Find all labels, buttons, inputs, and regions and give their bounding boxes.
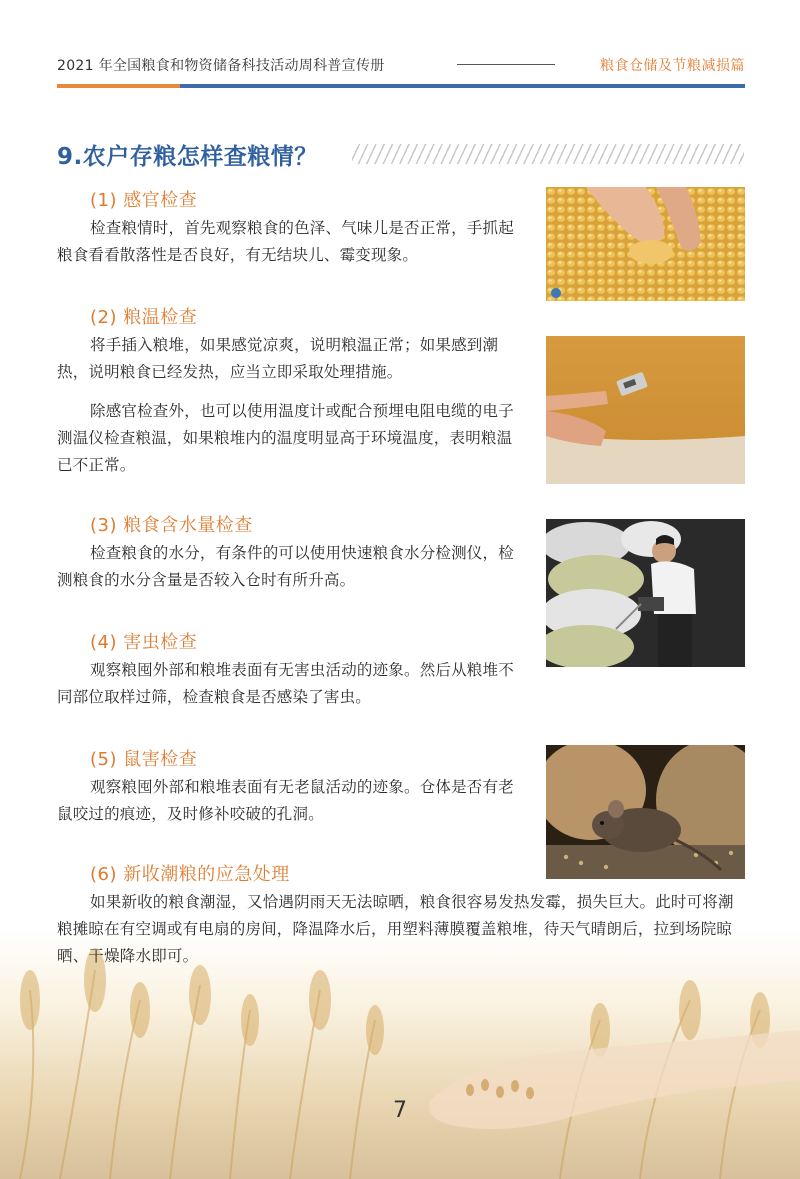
- section-heading: (6) 新收潮粮的应急处理: [90, 864, 290, 885]
- section-heading: (1) 感官检查: [90, 190, 198, 211]
- section-paragraph: 检查粮情时，首先观察粮食的色泽、气味儿是否正常，手抓起粮食看看散落性是否良好，有无结块儿、霉变现象。: [57, 219, 514, 264]
- page-number: 7: [393, 1098, 407, 1123]
- header-bar-orange: [57, 84, 180, 88]
- section-paragraph: 如果新收的粮食潮湿，又恰遇阴雨天无法晾晒，粮食很容易发热发霉，损失巨大。此时可将潮粮摊晾在有空调或有电扇的房间，降温降水后，用塑料薄膜覆盖粮堆，待天气晴朗后，拉到场院晾晒、干燥降水即可。: [57, 893, 734, 965]
- mouse-photo: [546, 745, 745, 879]
- section-paragraph: 将手插入粮堆，如果感觉凉爽，说明粮温正常；如果感到潮热，说明粮食已经发热，应当立即采取处理措施。: [57, 336, 499, 381]
- header-divider: [457, 64, 555, 65]
- grain-thermometer-photo: [546, 336, 745, 484]
- page-title: 9.农户存粮怎样查粮情？: [57, 144, 318, 170]
- section-heading: (5) 鼠害检查: [90, 749, 198, 770]
- header-title: 2021 年全国粮食和物资储备科技活动周科普宣传册: [57, 58, 385, 74]
- section-heading: (3) 粮食含水量检查: [90, 515, 253, 536]
- header-bar-blue: [180, 84, 745, 88]
- moisture-meter-photo: [546, 519, 745, 667]
- section-heading: (2) 粮温检查: [90, 307, 198, 328]
- title-decoration: [352, 144, 744, 164]
- section-paragraph: 观察粮囤外部和粮堆表面有无老鼠活动的迹象。仓体是否有老鼠咬过的痕迹，及时修补咬破的孔洞。: [57, 778, 514, 823]
- section-paragraph: 观察粮囤外部和粮堆表面有无害虫活动的迹象。然后从粮堆不同部位取样过筛，检查粮食是否感染了害虫。: [57, 661, 514, 706]
- section-paragraph: 检查粮食的水分，有条件的可以使用快速粮食水分检测仪，检测粮食的水分含量是否较入仓时有所升高。: [57, 544, 514, 589]
- section-heading: (4) 害虫检查: [90, 632, 198, 653]
- section-paragraph: 除感官检查外，也可以使用温度计或配合预埋电阻电缆的电子测温仪检查粮温，如果粮堆内的温度明显高于环境温度，表明粮温已不正常。: [57, 402, 514, 474]
- header-section-name: 粮食仓储及节粮减损篇: [600, 58, 745, 74]
- corn-kernels-photo: [546, 187, 745, 301]
